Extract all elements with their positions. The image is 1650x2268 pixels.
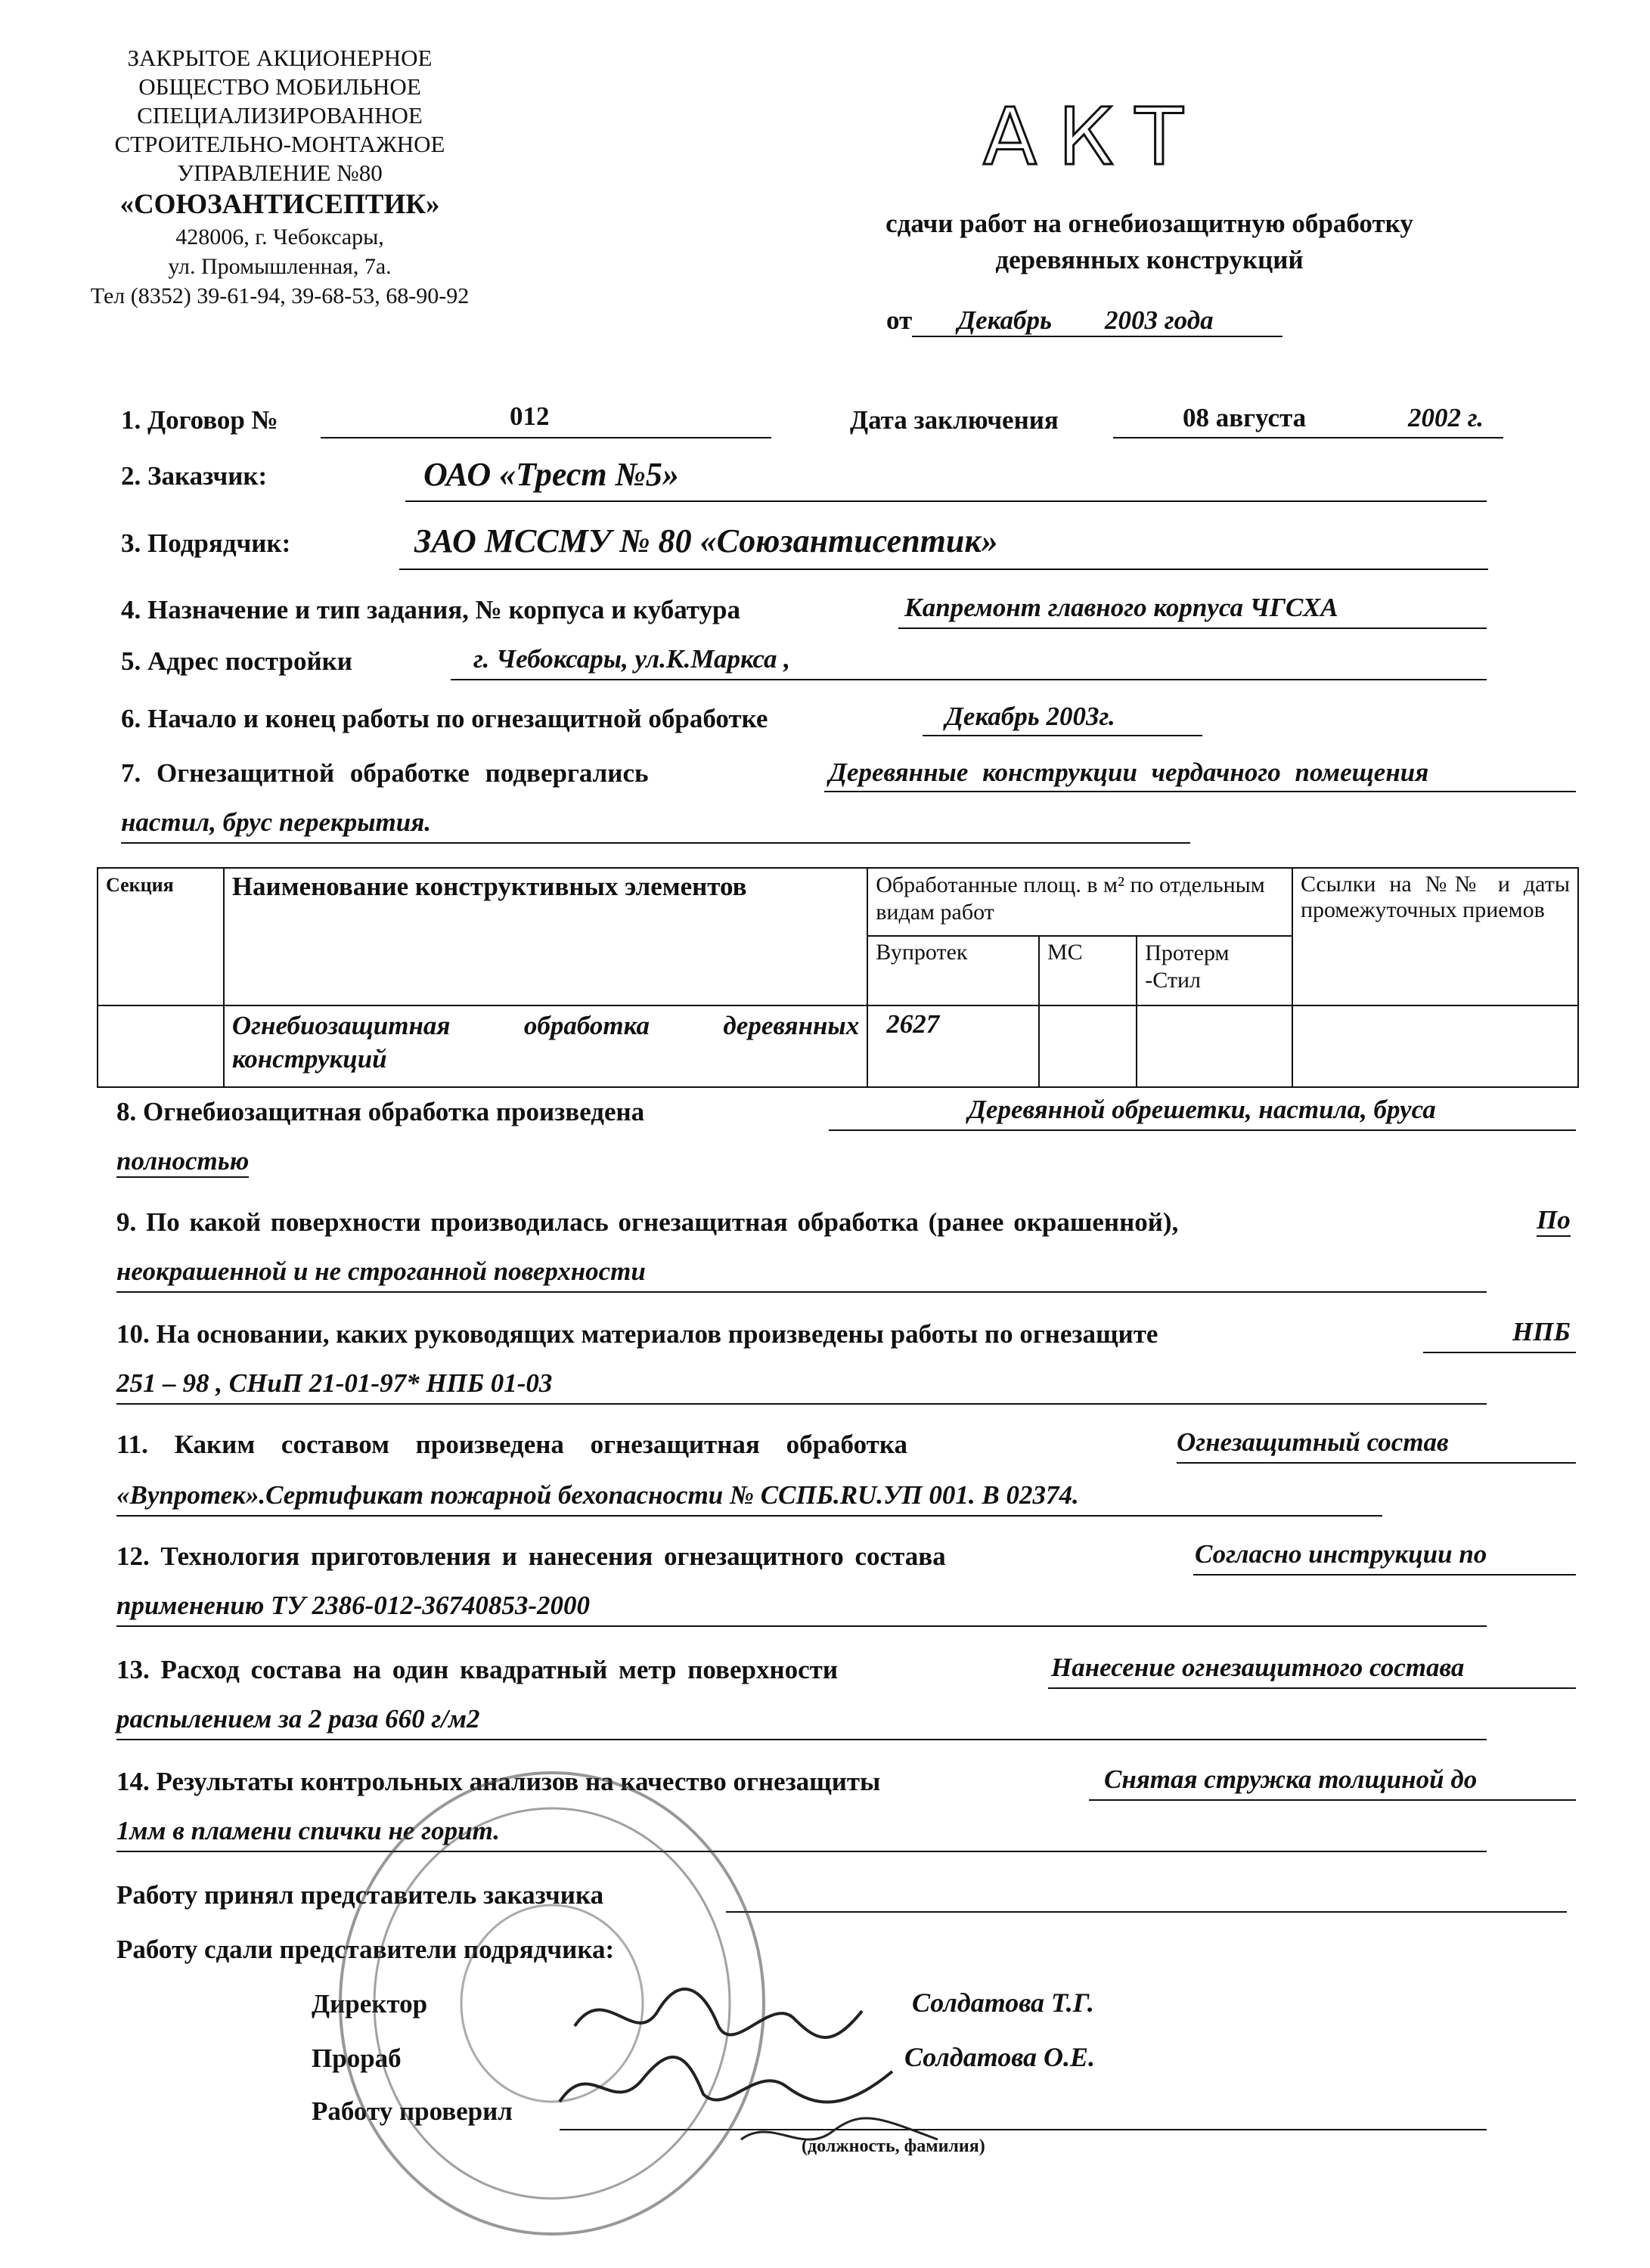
customer-value: ОАО «Трест №5» <box>423 456 679 493</box>
foreman-label: Прораб <box>312 2043 402 2073</box>
conclusion-date: 08 августа <box>1183 403 1307 432</box>
checked-hint: (должность, фамилия) <box>802 2136 985 2156</box>
document-date <box>886 305 1282 337</box>
foreman-name: Солдатова О.Е. <box>904 2042 1096 2072</box>
conclusion-label: Дата заключения <box>850 405 1059 435</box>
purpose-value: Капремонт главного корпуса ЧГСХА <box>904 593 1338 622</box>
item12-value-b: применению ТУ 2386-012-36740853-2000 <box>116 1591 591 1620</box>
contract-label: 1. Договор № <box>121 405 278 435</box>
period-label: 6. Начало и конец работы по огнезащитной обработке <box>121 704 768 733</box>
item14-value-a: Снятая стружка толщиной до <box>1104 1765 1478 1794</box>
accepted-label: Работу принял представитель заказчика <box>116 1880 604 1910</box>
item11-underline-1 <box>1177 1462 1576 1464</box>
cell-section <box>98 1005 224 1087</box>
contractor-label: 3. Подрядчик: <box>121 528 291 558</box>
cell-refs <box>1292 1005 1578 1087</box>
item9-value-b: неокрашенной и не строганной поверхности <box>116 1256 646 1286</box>
org-line: ЗАКРЫТОЕ АКЦИОНЕРНОЕ <box>127 45 433 71</box>
address-label: 5. Адрес постройки <box>121 646 352 676</box>
cell-ms <box>1039 1005 1137 1087</box>
contract-number: 012 <box>510 401 550 431</box>
cell-proterm <box>1137 1005 1292 1087</box>
director-name: Солдатова Т.Г. <box>912 1988 1094 2018</box>
signature-scribbles-icon <box>544 1966 968 2162</box>
date-value <box>912 305 1282 337</box>
handed-label: Работу сдали представители подрядчика: <box>116 1935 615 1964</box>
th-name: Наименование конструктивных элементов <box>224 868 867 1005</box>
item13-underline-2 <box>116 1739 1487 1740</box>
document-subtitle <box>756 206 1543 278</box>
address-value: г. Чебоксары, ул.К.Маркса , <box>473 644 790 674</box>
customer-label: 2. Заказчик: <box>121 461 268 491</box>
item14-underline-1 <box>1089 1799 1576 1801</box>
org-address-city: 428006, г. Чебоксары, <box>175 225 384 249</box>
item13-value-a: Нанесение огнезащитного состава <box>1051 1653 1465 1682</box>
org-phone: Тел (8352) 39-61-94, 39-68-53, 68-90-92 <box>90 284 470 308</box>
subtitle-line-1: сдачи работ на огнебиозащитную обработку <box>885 209 1413 238</box>
th-ms: МС <box>1039 936 1137 1005</box>
item13-label: 13. Расход состава на один квадратный метр поверхности <box>116 1655 838 1684</box>
date-prefix: от <box>886 305 913 335</box>
th-proterm: Протерм -Стил <box>1137 936 1292 1005</box>
item14-value-b: 1мм в пламени спички не горит. <box>116 1816 500 1845</box>
period-underline <box>923 735 1202 736</box>
contractor-value: ЗАО МССМУ № 80 «Союзантисептик» <box>414 522 998 559</box>
item12-underline-2 <box>116 1625 1487 1627</box>
item8-label: 8. Огнебиозащитная обработка произведена <box>116 1097 645 1126</box>
subject-underline-2 <box>121 842 1190 844</box>
item9-label: 9. По какой поверхности производилась огнезащитная обработка (ранее окрашенной), <box>116 1207 1179 1237</box>
cell-name: Огнебиозащитная обработка деревянных конструкций <box>224 1005 867 1087</box>
subject-label: 7. Огнезащитной обработке подвергались <box>121 758 649 788</box>
item11-value-a: Огнезащитный состав <box>1177 1427 1449 1457</box>
item10-value-b: 251 – 98 , СНиП 21-01-97* НПБ 01-03 <box>116 1368 553 1398</box>
item11-label: 11. Каким составом произведена огнезащитная обработка <box>116 1430 907 1459</box>
item9-underline <box>116 1291 1487 1293</box>
item10-value-a: НПБ <box>1512 1317 1571 1346</box>
item10-underline-1 <box>1423 1352 1576 1353</box>
director-label: Директор <box>312 1989 428 2019</box>
conclusion-year: 2002 г. <box>1408 403 1484 432</box>
date-year: 2003 года <box>1105 305 1214 335</box>
item10-underline-2 <box>116 1403 1487 1405</box>
th-vuprotek: Вупротек <box>867 936 1039 1005</box>
item13-value-b: распылением за 2 раза 660 г/м2 <box>116 1704 480 1734</box>
purpose-label: 4. Назначение и тип задания, № корпуса и кубатура <box>121 595 740 624</box>
org-brand: «СОЮЗАНТИСЕПТИК» <box>119 189 440 220</box>
item12-underline-1 <box>1193 1574 1576 1576</box>
cell-vuprotek: 2627 <box>867 1005 1039 1087</box>
th-section: Секция <box>98 868 224 1005</box>
checked-label: Работу проверил <box>312 2096 513 2126</box>
item10-label: 10. На основании, каких руководящих материалов произведены работы по огнезащите <box>116 1319 1158 1349</box>
subtitle-line-2: деревянных конструкций <box>995 245 1304 274</box>
period-value: Декабрь 2003г. <box>945 702 1115 731</box>
item8-underline-1 <box>829 1129 1576 1131</box>
organization-header <box>68 44 492 311</box>
conclusion-underline <box>1113 437 1503 438</box>
org-line: УПРАВЛЕНИЕ №80 <box>177 160 383 186</box>
contract-underline <box>321 437 771 438</box>
item12-label: 12. Технология приготовления и нанесения огнезащитного состава <box>116 1541 946 1571</box>
address-underline <box>451 679 1487 680</box>
date-month: Декабрь <box>957 305 1053 335</box>
contractor-underline <box>399 569 1488 570</box>
item11-underline-2 <box>116 1515 1382 1517</box>
item13-underline-1 <box>1048 1687 1576 1689</box>
document-title: АКТ <box>983 91 1205 183</box>
org-line: СТРОИТЕЛЬНО-МОНТАЖНОЕ <box>114 131 445 157</box>
th-area: Обработанные площ. в м² по отдельным видам работ <box>867 868 1292 936</box>
item8-value-b: полностью <box>116 1146 249 1178</box>
item14-underline-2 <box>116 1851 1487 1852</box>
item8-value-a: Деревянной обрешетки, настила, бруса <box>968 1095 1436 1124</box>
org-line: ОБЩЕСТВО МОБИЛЬНОЕ <box>138 73 421 100</box>
subject-underline-1 <box>824 791 1576 792</box>
th-refs: Ссылки на №№ и даты промежуточных приемов <box>1292 868 1578 1005</box>
subject-value-a: Деревянные конструкции чердачного помещения <box>829 758 1429 787</box>
accepted-underline <box>726 1911 1567 1913</box>
item14-label: 14. Результаты контрольных анализов на качество огнезащиты <box>116 1767 881 1796</box>
item11-value-b: «Вупротек».Сертификат пожарной бехопасности № ССПБ.RU.УП 001. В 02374. <box>116 1480 1079 1510</box>
org-line: СПЕЦИАЛИЗИРОВАННОЕ <box>137 102 423 129</box>
item9-value-a: По <box>1537 1205 1571 1237</box>
purpose-underline <box>898 627 1487 629</box>
subject-value-b: настил, брус перекрытия. <box>121 807 431 837</box>
org-address-street: ул. Промышленная, 7а. <box>168 254 392 279</box>
customer-underline <box>405 500 1487 502</box>
works-table <box>97 867 1579 1088</box>
item12-value-a: Согласно инструкции по <box>1195 1539 1487 1569</box>
table-row <box>98 1005 1578 1087</box>
